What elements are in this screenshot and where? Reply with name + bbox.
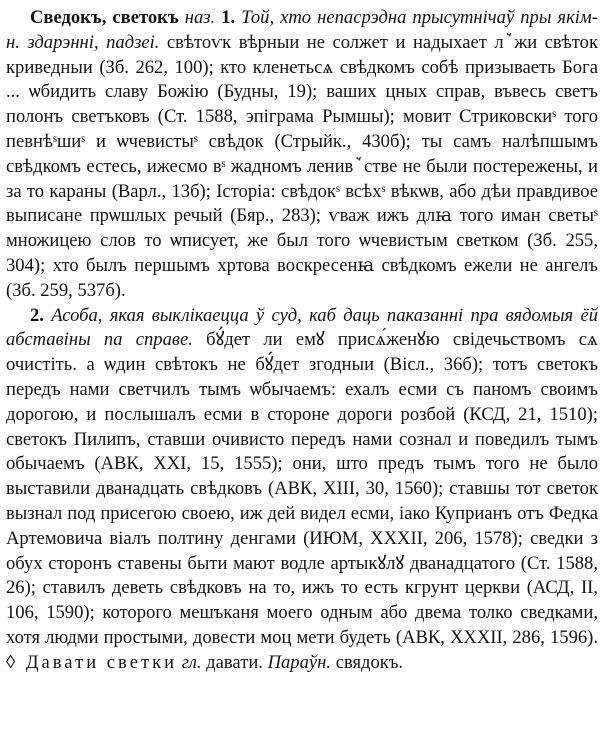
headword: Сведокъ, светокъ [30,7,179,28]
sense-2-paragraph [6,304,598,676]
derivative-phrase: ◊ Давати светки [6,651,178,673]
sense-2-number: 2. [30,304,44,326]
sense-2-citations: бꙋ́дет ли емꙋ присѧ́женꙋю свiдечьствомъ сѧ очистiть. а ѡдин свѣтокъ не бꙋ́дет згодныи (Вiсл., 36б); тотъ светокъ передъ нами светчилъ тымъ ѡбычаемъ: ехалъ есми съ паномъ своимъ дорогою, и послышалъ есми в стороне дороги розбой (КСД, 21, 1510); светокъ Пилипъ, ставши очивисто передъ нами сознал и поведилъ тымъ обычаемъ (АВК, XXI, 15, 1555); они, што предъ тымъ того не было выставили дванадцать свѣдковъ (АВК, XIII, 30, 1560); ставшы тот светок вызнал под присегою своею, иж дей видел есми, iако Куприанъ отъ Федка Артемовича вiалъ полтину денгами (ИЮМ, XXXII, 206, 1578); сведки з обух сторонъ ставены быти мают водле артыкꙋлꙋ дванадцатого (Ст. 1588, 26); ставилъ деветь свѣдковъ на то, ижъ то есть кгрунт церкви (АСД, II, 106, 1590); которого мешъканя моего одным або двема толко сведками, хотя людми простыми, довести моц мети будеть (АВК, XXXII, 286, 1596). [6,329,598,648]
derivative-grammar: гл. [181,651,202,673]
paronym-label: Параўн. [267,651,332,673]
paronym: свядокъ. [335,651,404,673]
sense-1-paragraph [6,6,598,304]
sense-1-number: 1. [221,7,236,28]
sense-1-citations: свѣтоѵк вѣрныи не солжет и надыхает лꙿжи свѣток криведныи (Зб. 262, 100); кто кленетьсѧ свѣдкомъ собѣ призываеть Бога ... ѡбидить славу Божiю (Будны, 19); ваших цных справ, въвесь светъ полонъ светъковъ (Ст. 1588, эпiграма Рымшы); мовит Стриковскиˢ того певнѣˢшиˢ и ѡчевистыˢ свѣдок (Стрыйк., 430б); ты самъ налѣпшымъ свѣдкомъ естесь, ижесмо вˢ жадномъ ленивꙿстве не были постережены, и за то караны (Варл., 13б); Iсторiа: свѣдокˢ всѣхˢ вѣкѡв, або дѣи правдивое выписане прѡшлых речый (Бяр., 283); ѵваж ижъ длꙗ того иман светыˢ множицею слов то ѡписует, же был того ѡчевистым светком (Зб. 255, 304); хто былъ першымъ хртова воскресенꙗ свѣдкомъ ежели не ангелъ (Зб. 259, 537б). [6,31,598,301]
grammar-label: наз. [184,7,216,28]
derivative-text: давати. [206,651,263,673]
sense-2-definition: Асоба, якая выклікаецца ў суд, каб даць паказанні пра вядомыя ёй абставіны па справе. [6,304,598,351]
sense-1-definition: Той, хто непасрэдна прысутнічаў пры якім-н. здарэнні, падзеі. [6,7,598,53]
